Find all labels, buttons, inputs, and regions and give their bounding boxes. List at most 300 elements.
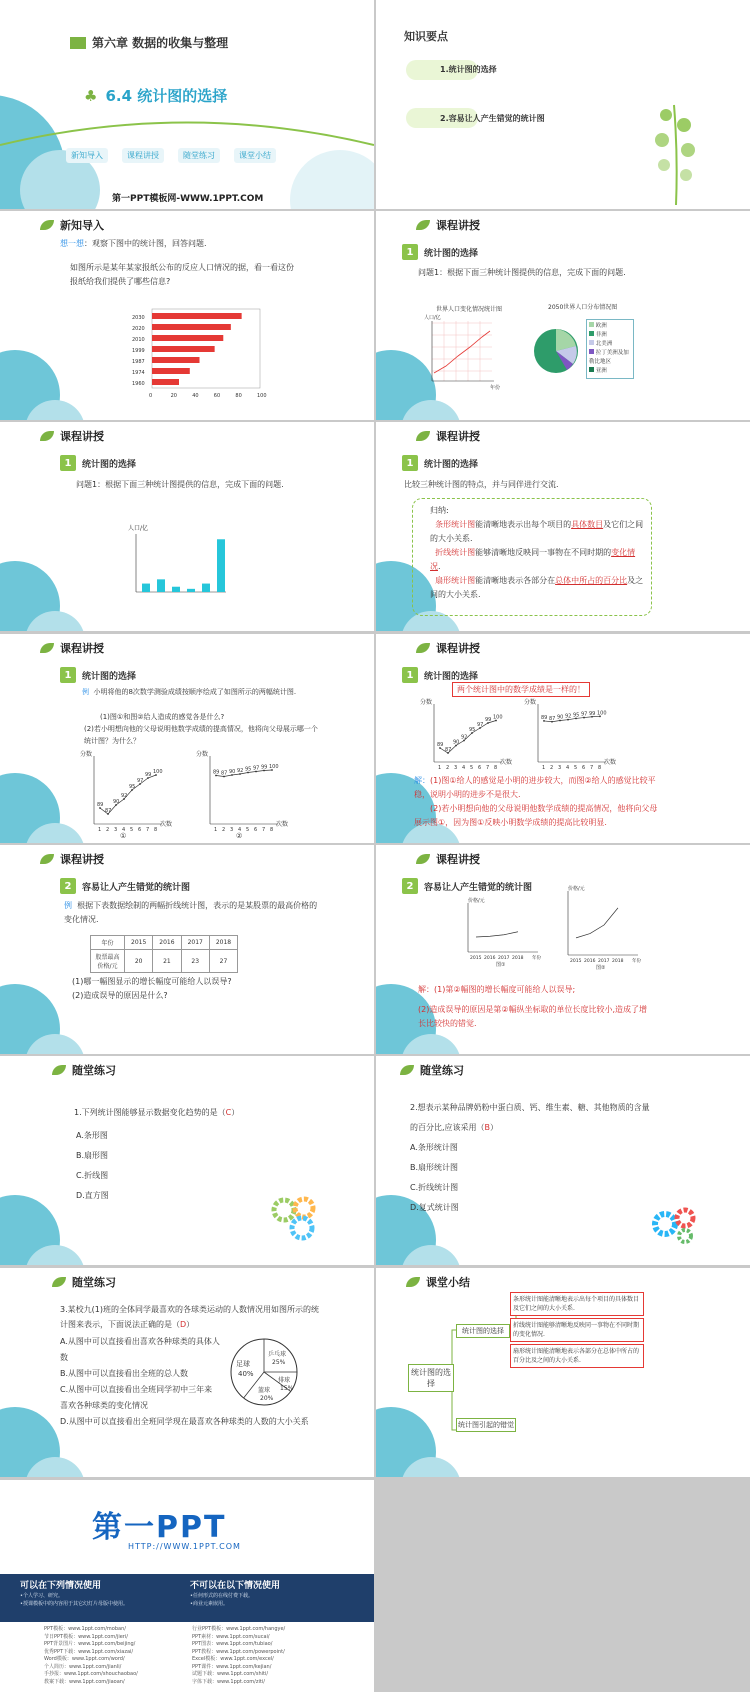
- number-2-icon: 2: [402, 878, 418, 894]
- link[interactable]: 个人简历：www.1ppt.com/jianli/: [44, 1663, 122, 1670]
- x-tick: 6: [582, 765, 586, 771]
- leaf-1: 条形统计图能清晰地表示出每个项目的具体数目及它们之间的大小关系.: [510, 1292, 644, 1316]
- legend-item: 拉丁美洲及加勒比地区: [589, 350, 629, 365]
- slide-header: 课程讲授: [40, 640, 104, 656]
- slide-credits: [0, 1480, 374, 1692]
- summary-line-2: 折线统计图能够清晰地反映同一事物在不同时期的变化情况.: [430, 548, 636, 571]
- data-label: 87: [549, 715, 556, 722]
- svg-text:排球: 排球: [278, 1377, 291, 1384]
- option-a[interactable]: A.条形图: [76, 1131, 108, 1140]
- data-label: 100: [597, 710, 607, 717]
- data-label: 99: [485, 717, 492, 723]
- bar: [152, 379, 179, 385]
- x-tick: 8: [598, 765, 602, 771]
- svg-text:20%: 20%: [260, 1395, 274, 1402]
- x-axis-label: 次数: [276, 821, 289, 828]
- answer-2: (2)若小明想向他的父母说明他数学成绩的提高情况，他将向父母展示图①，因为图①反映小明数学成绩的提高比较明显.: [414, 804, 658, 827]
- data-label: 100: [269, 764, 279, 770]
- slide-practice-1: [0, 1056, 374, 1265]
- question-text: 问题1：根据下面三种统计图提供的信息，完成下面的问题.: [418, 268, 626, 277]
- population-bar-chart: [130, 307, 270, 402]
- x-tick: 1: [214, 827, 218, 833]
- bubbles-decoration: [0, 944, 80, 1054]
- lesson-title: ♣ 6.4 统计图的选择: [84, 86, 228, 105]
- sub-title: 1 统计图的选择: [402, 244, 478, 260]
- score-line-chart-1: [80, 750, 180, 840]
- data-label: 90: [229, 769, 236, 775]
- options: [410, 1138, 459, 1218]
- slide-misleading: [0, 845, 374, 1054]
- x-tick: 6: [138, 827, 142, 833]
- options-abc: [60, 1334, 220, 1414]
- link[interactable]: 手抄报：www.1ppt.com/shouchaobao/: [44, 1671, 138, 1677]
- option-c[interactable]: C.折线统计图: [410, 1183, 459, 1192]
- svg-text:15%: 15%: [280, 1385, 294, 1392]
- slide-header: 新知导入: [40, 217, 104, 233]
- chapter-icon: [70, 37, 86, 49]
- x-tick: 4: [238, 827, 242, 833]
- x-tick: 2: [106, 827, 110, 833]
- x-tick: 2015: [570, 959, 582, 964]
- data-label: 92: [121, 793, 128, 799]
- data-label: 95: [245, 766, 252, 773]
- legend-item: 非洲: [589, 331, 631, 340]
- clover-icon: ♣: [84, 86, 98, 105]
- x-tick: 6: [254, 827, 258, 833]
- option-d[interactable]: D.从图中可以直接看出全班同学现在最喜欢各种球类的人数的大小关系: [60, 1417, 309, 1426]
- x-tick: 2017: [598, 959, 610, 964]
- chart-caption: 图①: [496, 962, 506, 968]
- x-tick: 8: [154, 827, 158, 833]
- x-tick: 60: [213, 393, 221, 399]
- bar-label: 1987: [132, 359, 145, 365]
- bar-label: 2020: [132, 326, 145, 332]
- legend-item: 北美洲: [589, 340, 631, 349]
- y-axis-label: 价格/元: [468, 898, 485, 904]
- answer-1: 解：(1)第②幅图的增长幅度可能给人以误导;: [418, 985, 576, 994]
- table-cell: 2015: [125, 936, 153, 950]
- link[interactable]: PPT教程：www.1ppt.com/powerpoint/: [192, 1648, 285, 1655]
- slide-header: 课程讲授: [416, 640, 480, 656]
- line-chart-title: 世界人口变化情况统计图: [436, 306, 503, 313]
- intro-paragraph: 如图所示是某年某家报纸公布的反应人口情况的据，看一看这份报纸给我们提供了哪些信息?: [70, 263, 294, 286]
- data-label: 95: [469, 727, 476, 733]
- y-axis-label: 分数: [524, 699, 537, 706]
- data-label: 100: [493, 714, 503, 721]
- x-tick: 3: [114, 827, 118, 833]
- x-tick: 5: [470, 765, 474, 771]
- chart-caption: ①: [120, 832, 127, 840]
- x-axis-label: 年份: [532, 956, 541, 961]
- x-tick: 20: [170, 393, 177, 399]
- number-1-icon: 1: [402, 244, 418, 260]
- data-label: 89: [541, 714, 548, 721]
- slide-lecture-3: [376, 422, 750, 631]
- gears-icon: [270, 1194, 320, 1242]
- bar: [152, 313, 242, 319]
- score-line-chart-2: [196, 750, 296, 840]
- question: 1.下列统计图能够显示数据变化趋势的是（C）: [74, 1108, 240, 1117]
- slide-header: 课程讲授: [416, 217, 480, 233]
- bar: [152, 368, 190, 374]
- slide-title[interactable]: [0, 0, 374, 209]
- table-cell: 23: [181, 950, 209, 973]
- slide-practice-2: [376, 1056, 750, 1265]
- bar-label: 2030: [132, 315, 145, 321]
- bubbles-decoration: [376, 944, 456, 1054]
- column: [142, 584, 150, 592]
- x-axis-label: 年份: [632, 959, 641, 964]
- x-tick: 3: [558, 765, 562, 771]
- link[interactable]: 优秀PPT下载：www.1ppt.com/xiazai/: [44, 1648, 134, 1655]
- slide-answer: [376, 634, 750, 843]
- link[interactable]: 试题下载：www.1ppt.com/shiti/: [192, 1671, 269, 1677]
- price-table: [90, 935, 238, 973]
- options: [76, 1126, 109, 1206]
- slide-intro: [0, 211, 374, 420]
- chart-caption: 图②: [596, 965, 606, 971]
- option-b[interactable]: B.扇形统计图: [410, 1163, 459, 1172]
- summary-line-3: 扇形统计图能清晰地表示各部分在总体中所占的百分比及之间的大小关系.: [430, 576, 644, 599]
- summary-content: [430, 504, 645, 602]
- column: [217, 539, 225, 592]
- can-list: •个人学习、研究。 •授课模板中的内容用于其它幻灯片母版中使用。: [20, 1593, 128, 1607]
- bar-label: 1999: [132, 348, 145, 354]
- links-left: [44, 1626, 138, 1686]
- column: [172, 587, 180, 592]
- y-axis-label: 分数: [420, 699, 433, 706]
- slide-header: 课程讲授: [40, 851, 104, 867]
- answer-chart-2: [524, 698, 624, 778]
- legend-item: 欧洲: [589, 322, 631, 331]
- svg-text:25%: 25%: [272, 1359, 286, 1366]
- example-text: 例 根据下表数据绘制的两幅折线统计图，表示的是某股票的最高价格的变化情况.: [64, 901, 318, 924]
- svg-text:足球: 足球: [236, 1360, 250, 1368]
- x-tick: 1: [98, 827, 102, 833]
- legend-item: 亚洲: [589, 367, 631, 376]
- slide-header: 随堂练习: [52, 1274, 116, 1290]
- link[interactable]: Word模板：www.1ppt.com/word/: [44, 1656, 125, 1662]
- sports-pie-chart: [228, 1336, 300, 1408]
- bubbles-decoration: [0, 733, 80, 843]
- bar: [152, 335, 223, 341]
- option-c[interactable]: C.从图中可以直接看出全班同学初中三年来喜欢各种球类的变化情况: [60, 1385, 213, 1410]
- y-axis-label: 价格/元: [568, 886, 585, 892]
- number-1-icon: 1: [402, 455, 418, 471]
- pie-chart-title: 2050世界人口分布情况图: [548, 304, 618, 311]
- question-text: 问题1：根据下面三种统计图提供的信息，完成下面的问题.: [76, 480, 284, 489]
- x-tick: 2015: [470, 956, 482, 961]
- number-2-icon: 2: [60, 878, 76, 894]
- y-axis-label: 分数: [196, 751, 209, 758]
- x-tick: 0: [149, 393, 153, 399]
- x-tick: 4: [566, 765, 570, 771]
- data-label: 92: [565, 713, 572, 720]
- x-tick: 2018: [512, 956, 524, 961]
- leaf-icon: [416, 643, 430, 653]
- column: [202, 584, 210, 592]
- gears-icon: [651, 1204, 699, 1244]
- data-label: 97: [253, 765, 260, 772]
- x-tick: 5: [246, 827, 250, 833]
- site-label: 第一PPT模板网-WWW.1PPT.COM: [112, 194, 264, 204]
- number-1-icon: 1: [402, 667, 418, 683]
- population-column-chart: [128, 522, 238, 617]
- price-chart-1: [454, 895, 554, 970]
- leaf-icon: [52, 1277, 66, 1287]
- option-a[interactable]: A.条形统计图: [410, 1143, 458, 1152]
- x-tick: 2017: [498, 956, 510, 961]
- data-label: 100: [153, 769, 163, 775]
- data-label: 97: [137, 778, 144, 784]
- root-node: 统计图的选择: [408, 1364, 454, 1392]
- leaf-icon: [52, 1065, 66, 1075]
- key-point-1: 1.统计图的选择: [440, 65, 497, 74]
- option-b[interactable]: B.从图中可以直接看出全班的总人数: [60, 1369, 189, 1378]
- bar-label: 1960: [132, 381, 145, 387]
- data-label: 92: [237, 768, 244, 774]
- x-tick: 2018: [612, 959, 624, 964]
- question-2: (2)造成误导的原因是什么?: [72, 991, 168, 1000]
- x-tick: 3: [454, 765, 458, 771]
- bar-label: 2010: [132, 337, 145, 343]
- x-axis-label: 次数: [160, 821, 173, 828]
- nav-buttons: [66, 148, 276, 163]
- x-tick: 80: [235, 393, 242, 399]
- leaf-3: 扇形统计图能清晰地表示各部分在总体中所占的百分比及之间的大小关系.: [510, 1344, 644, 1368]
- slide-header: 随堂练习: [52, 1062, 116, 1078]
- x-axis-label: 次数: [604, 759, 617, 766]
- bar: [152, 346, 215, 352]
- leaf-2: 折线统计图能够清晰地反映同一事物在不同时期的变化情况.: [510, 1318, 644, 1342]
- x-tick: 40: [192, 393, 199, 399]
- example-text: 例 小明将他的8次数学测验成绩按顺序绘成了如图所示的两幅统计图.: [82, 688, 297, 696]
- table-cell: 20: [125, 950, 153, 973]
- table-cell: 年份: [91, 936, 125, 950]
- summary-label: 归纳:: [430, 506, 449, 515]
- sub-title: 2 容易让人产生错觉的统计图: [60, 878, 190, 894]
- leaf-icon: [40, 220, 54, 230]
- data-label: 90: [453, 739, 460, 746]
- brand-url: HTTP://WWW.1PPT.COM: [128, 1542, 241, 1551]
- x-tick: 1: [438, 765, 442, 771]
- question: 3.某校九(1)班的全体同学最喜欢的各球类运动的人数情况用如图所示的统计图来表示，下面说法正确的是（D）: [60, 1305, 319, 1329]
- slide-header: 随堂练习: [400, 1062, 464, 1078]
- price-line: [576, 908, 618, 938]
- x-tick: 5: [574, 765, 578, 771]
- slide-misleading-answer: [376, 845, 750, 1054]
- slide-lecture-2: [0, 422, 374, 631]
- data-label: 87: [221, 770, 228, 777]
- question: 2.想表示某种品牌奶粉中蛋白质、钙、维生素、糖、其他物质的含量的百分比,应该采用（B）: [410, 1103, 650, 1132]
- option-c[interactable]: C.折线图: [76, 1171, 109, 1180]
- link[interactable]: PPT素材：www.1ppt.com/sucai/: [192, 1633, 270, 1640]
- x-tick: 3: [230, 827, 234, 833]
- link[interactable]: 行业PPT模板：www.1ppt.com/hangye/: [192, 1626, 286, 1632]
- link[interactable]: Excel模板：www.1ppt.com/excel/: [192, 1656, 274, 1662]
- data-label: 87: [445, 747, 452, 753]
- branch-2: 统计图引起的错觉: [456, 1418, 516, 1432]
- example-q1: (1)图①和图②给人造成的感觉各是什么?: [100, 713, 225, 721]
- data-label: 99: [145, 772, 152, 778]
- x-tick: 8: [270, 827, 274, 833]
- data-label: 87: [105, 808, 112, 814]
- svg-text:人口/亿: 人口/亿: [424, 315, 441, 321]
- pie-legend: [586, 319, 634, 379]
- data-label: 90: [113, 799, 120, 805]
- x-tick: 2016: [484, 956, 496, 961]
- answer-1: 解：(1)图①给人的感觉是小明的进步较大，而图②给人的感觉比较平稳，说明小明的进步不是很大.: [414, 776, 656, 799]
- leaf-icon: [400, 1065, 414, 1075]
- data-label: 89: [213, 769, 220, 776]
- branch-1: 统计图的选择: [456, 1324, 510, 1338]
- answer-chart-1: [420, 698, 520, 778]
- sub-title: 1 统计图的选择: [60, 455, 136, 471]
- x-tick: 8: [494, 765, 498, 771]
- nav-lecture[interactable]: 课程讲授: [122, 148, 164, 163]
- price-line: [476, 932, 518, 937]
- slide-key-points: [376, 0, 750, 209]
- x-tick: 2016: [584, 959, 596, 964]
- number-1-icon: 1: [60, 455, 76, 471]
- leaf-icon: [40, 431, 54, 441]
- table-cell: 股票最高价格/元: [91, 950, 125, 973]
- leaf-icon: [416, 431, 430, 441]
- price-chart-2: [554, 883, 654, 973]
- cannot-list: •任何形式的在线付费下载。 •商业元素嵌用。: [190, 1593, 253, 1607]
- option-d[interactable]: D.复式统计图: [410, 1203, 459, 1212]
- slide-lecture-1: [376, 211, 750, 420]
- svg-text:人口/亿: 人口/亿: [128, 525, 149, 532]
- sub-title: 2 容易让人产生错觉的统计图: [402, 878, 532, 894]
- data-label: 95: [573, 712, 580, 719]
- data-label: 89: [437, 742, 444, 748]
- slide-practice-3: [0, 1268, 374, 1477]
- data-label: 95: [129, 784, 136, 790]
- example-q2: (2)若小明想向他的父母说明他数学成绩的提高情况，他将向父母展示哪一个统计图？为什么？: [84, 725, 318, 745]
- slide-header: 课堂小结: [406, 1274, 470, 1290]
- data-label: 99: [261, 764, 268, 771]
- bubbles-decoration: [0, 521, 80, 631]
- table-cell: 2018: [209, 936, 237, 950]
- table-cell: 2017: [181, 936, 209, 950]
- bubbles-decoration: [0, 1155, 80, 1265]
- x-tick: 5: [130, 827, 134, 833]
- number-1-icon: 1: [60, 667, 76, 683]
- callout-box: 两个统计图中的数学成绩是一样的！: [452, 682, 590, 697]
- column: [187, 589, 195, 592]
- slide-summary: [376, 1268, 750, 1477]
- slide-header: 课程讲授: [416, 428, 480, 444]
- can-title: 可以在下列情况使用: [20, 1581, 102, 1591]
- link[interactable]: PPT模板：www.1ppt.com/moban/: [44, 1626, 126, 1632]
- answer-2: (2)造成误导的原因是第②幅纵坐标取的单位长度比较小,造成了增长比较快的错觉.: [418, 1005, 648, 1028]
- option-d[interactable]: D.直方图: [76, 1191, 109, 1200]
- bar: [152, 357, 200, 363]
- svg-text:乒乓球: 乒乓球: [268, 1351, 287, 1358]
- data-label: 97: [477, 722, 484, 728]
- link[interactable]: PPT背景图片：www.1ppt.com/beijing/: [44, 1641, 136, 1647]
- bubbles-decoration: [0, 310, 80, 420]
- bar: [152, 324, 231, 330]
- x-axis-label: 次数: [500, 759, 513, 766]
- column: [157, 579, 165, 592]
- table-cell: 2016: [153, 936, 181, 950]
- leaf-icon: [416, 220, 430, 230]
- sub-title: 1 统计图的选择: [60, 667, 136, 683]
- table-cell: 27: [209, 950, 237, 973]
- sub-title: 1 统计图的选择: [402, 455, 478, 471]
- y-axis-label: 分数: [80, 751, 93, 758]
- slide-header: 课程讲授: [40, 428, 104, 444]
- key-point-2: 2.容易让人产生错觉的统计图: [440, 114, 545, 123]
- chapter-title: 第六章 数据的收集与整理: [70, 34, 228, 51]
- option-a[interactable]: A.从图中可以直接看出喜欢各种球类的具体人数: [60, 1337, 220, 1362]
- x-tick: 7: [262, 827, 266, 833]
- answer-text: [414, 774, 664, 830]
- data-label: 90: [557, 714, 564, 721]
- x-tick: 7: [590, 765, 594, 771]
- data-label: 97: [581, 711, 588, 718]
- cannot-title: 不可以在以下情况使用: [190, 1581, 281, 1591]
- nav-new[interactable]: 新知导入: [66, 148, 108, 163]
- link[interactable]: PPT课件：www.1ppt.com/kejian/: [192, 1663, 272, 1670]
- x-tick: 2: [446, 765, 450, 771]
- x-tick: 4: [462, 765, 466, 771]
- nav-summary[interactable]: 课堂小结: [234, 148, 276, 163]
- link[interactable]: 字体下载：www.1ppt.com/ziti/: [192, 1678, 265, 1685]
- x-tick: 2: [222, 827, 226, 833]
- leaf-icon: [40, 643, 54, 653]
- x-tick: 1: [542, 765, 546, 771]
- link[interactable]: 教案下载：www.1ppt.com/jiaoan/: [44, 1678, 125, 1685]
- nav-practice[interactable]: 随堂练习: [178, 148, 220, 163]
- data-label: 92: [461, 734, 468, 741]
- chart-caption: ②: [236, 832, 243, 840]
- plant-decoration: [636, 95, 716, 205]
- x-tick: 7: [486, 765, 490, 771]
- data-label: 99: [589, 710, 596, 717]
- option-b[interactable]: B.扇形图: [76, 1151, 109, 1160]
- bar-label: 1974: [132, 370, 145, 376]
- svg-text:篮球: 篮球: [258, 1387, 271, 1394]
- links-right: [192, 1626, 285, 1686]
- leaf-icon: [40, 854, 54, 864]
- x-tick: 6: [478, 765, 482, 771]
- x-tick: 7: [146, 827, 150, 833]
- think-line: 想一想：观察下图中的统计图，回答问题.: [60, 239, 207, 248]
- link[interactable]: 节日PPT模板：www.1ppt.com/jieri/: [44, 1633, 128, 1640]
- lead-text: 比较三种统计图的特点，并与同伴进行交流.: [404, 480, 559, 489]
- brand-logo: 第一PPT: [92, 1510, 227, 1545]
- x-tick: 2: [550, 765, 554, 771]
- data-label: 89: [97, 802, 104, 808]
- key-points-title: 知识要点: [404, 30, 448, 43]
- sub-title: 1 统计图的选择: [402, 667, 478, 683]
- table-cell: 21: [153, 950, 181, 973]
- world-population-line-chart: [424, 311, 504, 391]
- x-tick: 4: [122, 827, 126, 833]
- world-population-pie-chart: [531, 326, 581, 376]
- slide-example: [0, 634, 374, 843]
- x-tick: 100: [257, 393, 267, 399]
- svg-text:年份: 年份: [490, 385, 501, 391]
- svg-text:40%: 40%: [238, 1370, 254, 1378]
- summary-line-1: 条形统计图能清晰地表示出每个项目的具体数目及它们之间的大小关系.: [430, 520, 644, 543]
- slide-header: 课程讲授: [416, 851, 480, 867]
- leaf-icon: [416, 854, 430, 864]
- link[interactable]: PPT图表：www.1ppt.com/tubiao/: [192, 1641, 273, 1647]
